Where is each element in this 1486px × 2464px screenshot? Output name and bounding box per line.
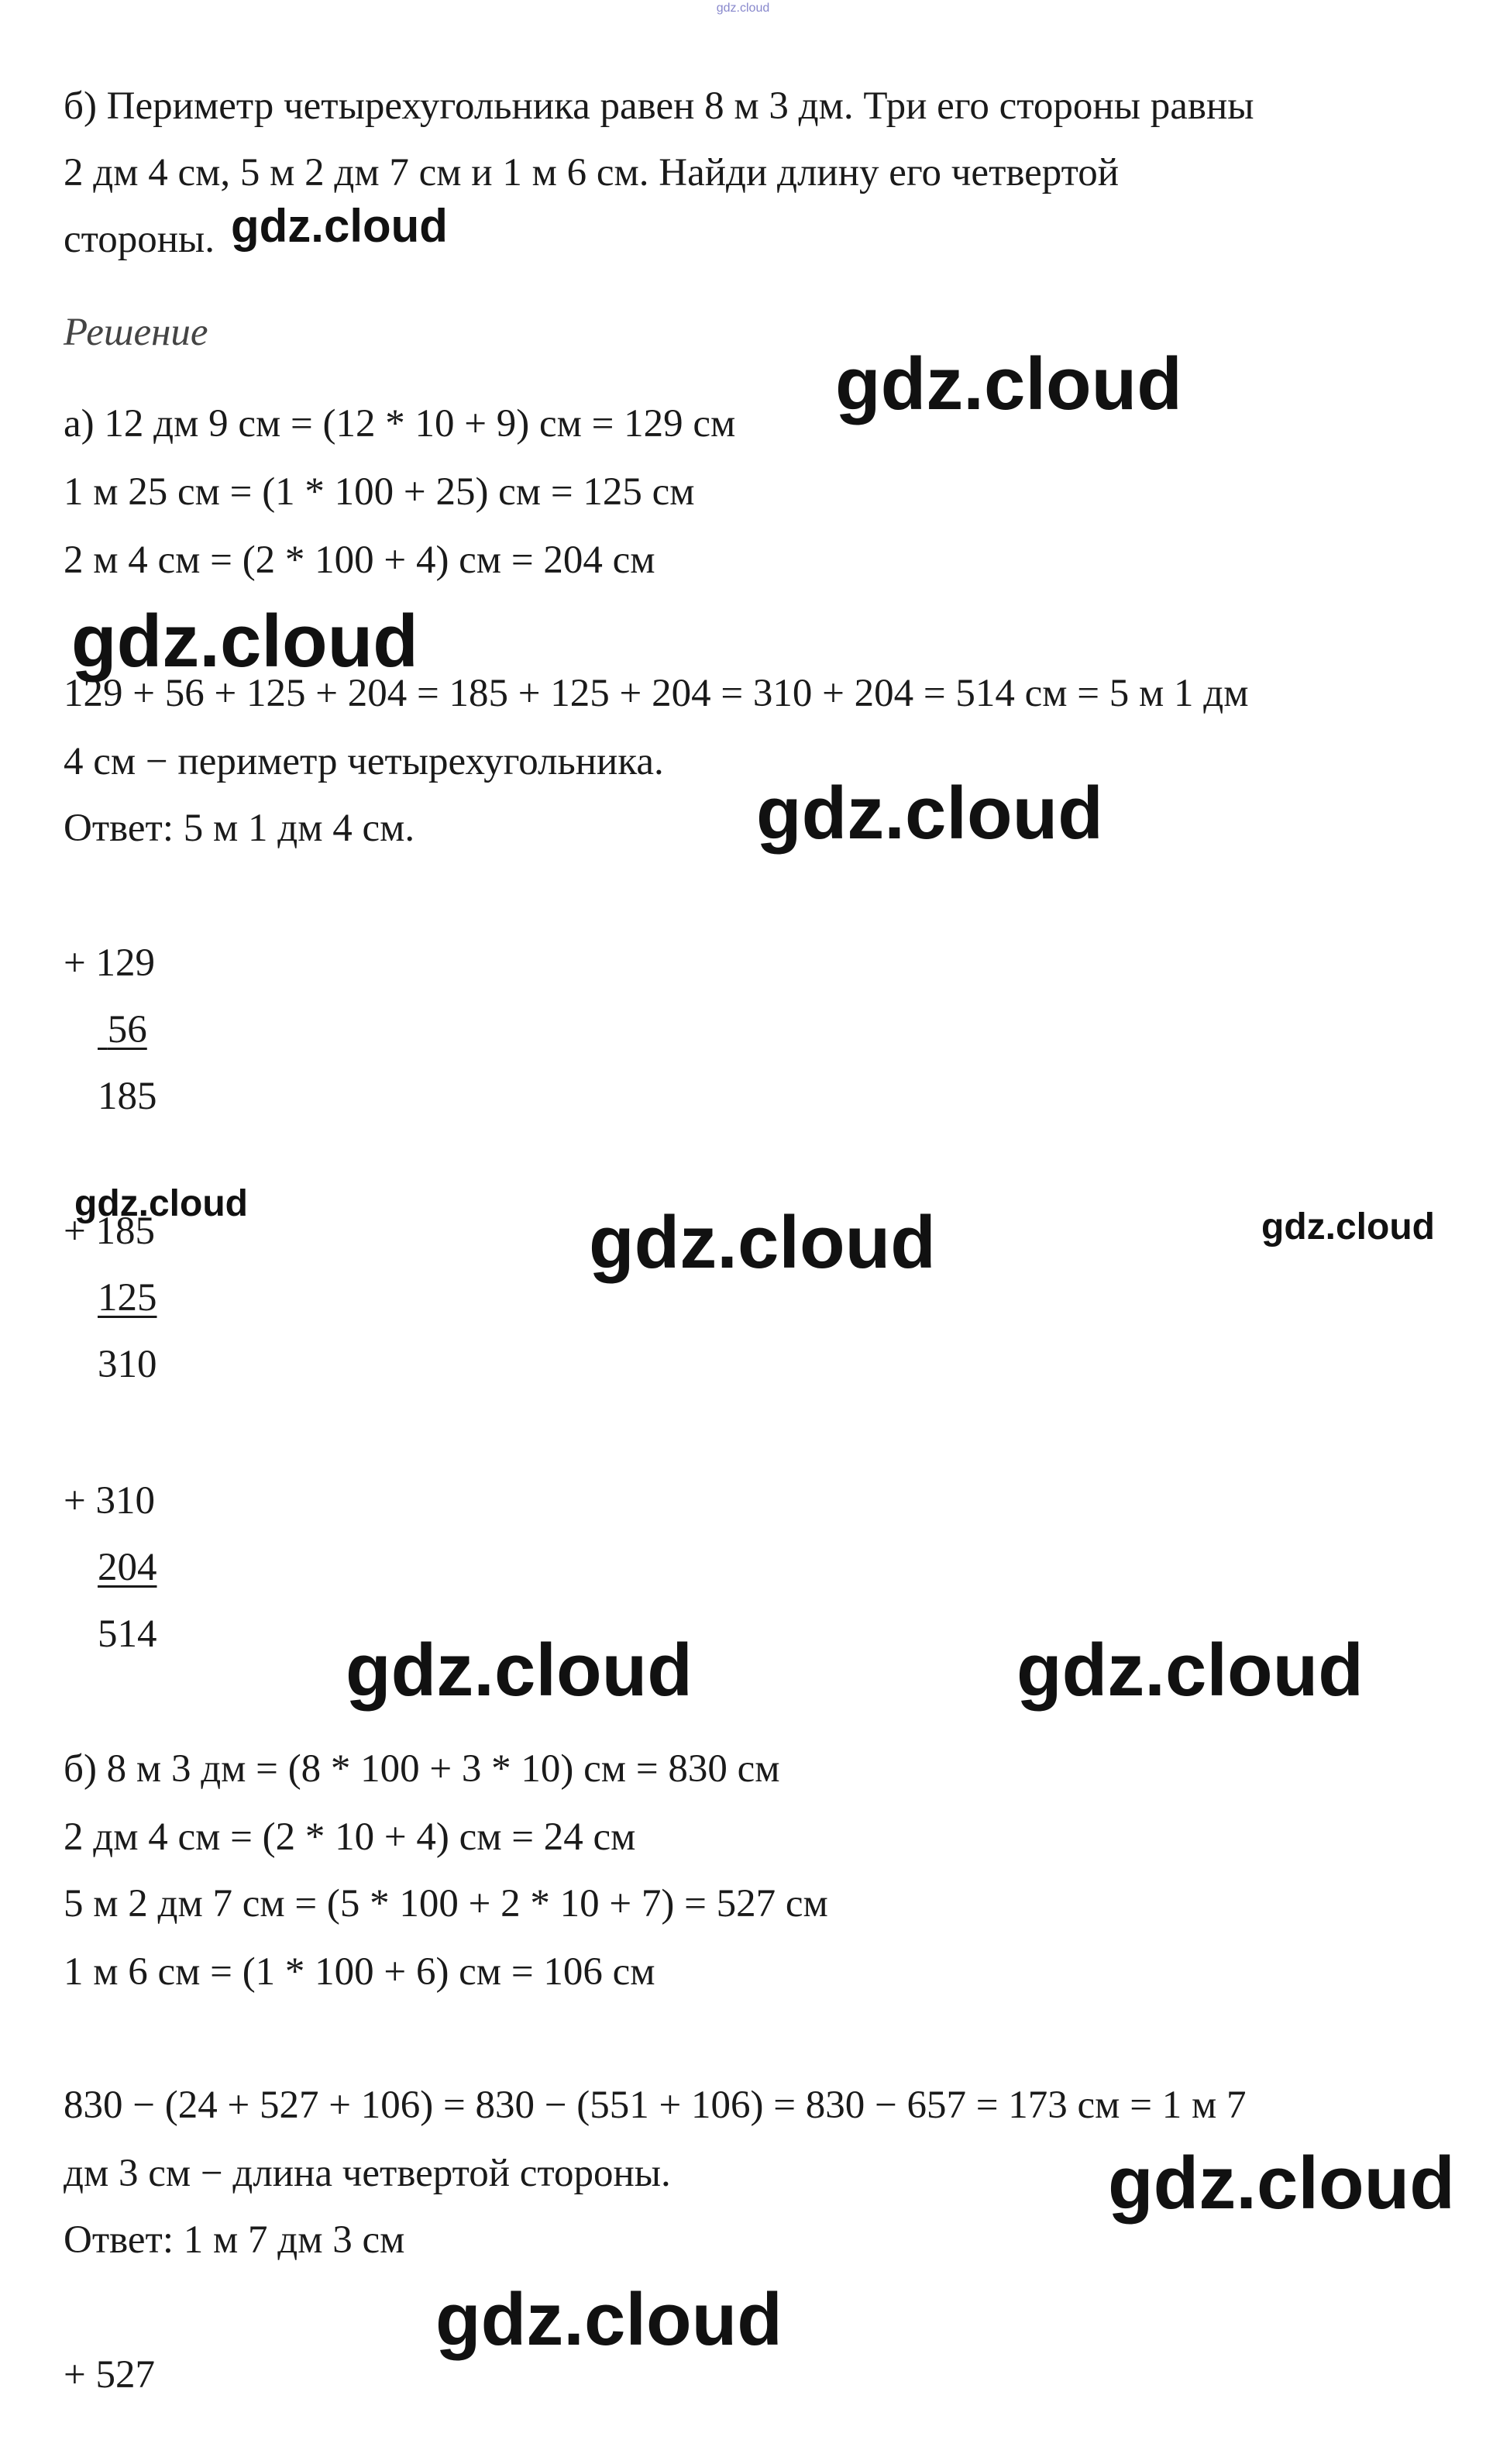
column-1-addend: 56 — [107, 1008, 147, 1051]
column-1-result: 185 — [98, 1075, 157, 1118]
column-3-addend: 204 — [98, 1546, 157, 1589]
watermark: gdz.cloud — [1016, 1629, 1364, 1712]
column-2-addend: 125 — [98, 1276, 157, 1320]
problem-line-3: стороны. — [64, 218, 215, 261]
column-2-first: + 185 — [64, 1210, 156, 1253]
part-a-sum-line-2: 4 см − периметр четырехугольника. — [64, 740, 664, 783]
part-b-conversion-4: 1 м 6 см = (1 * 100 + 6) см = 106 см — [64, 1950, 655, 1994]
part-a-sum-line-1: 129 + 56 + 125 + 204 = 185 + 125 + 204 = 310 + 204 = 514 см = 5 м 1 дм — [64, 672, 1249, 715]
watermark: gdz.cloud — [756, 772, 1103, 855]
part-a-answer: Ответ: 5 м 1 дм 4 см. — [64, 807, 415, 850]
watermark: gdz.cloud — [1261, 1206, 1435, 1247]
column-3-first: + 310 — [64, 1479, 156, 1523]
header-watermark: gdz.cloud — [716, 2, 770, 15]
solution-heading: Решение — [64, 311, 208, 354]
part-a-conversion-2: 1 м 25 см = (1 * 100 + 25) см = 125 см — [64, 470, 695, 514]
column-2-result: 310 — [98, 1343, 157, 1386]
part-b-conversion-3: 5 м 2 дм 7 см = (5 * 100 + 2 * 10 + 7) = 527 см — [64, 1882, 828, 1925]
part-b-calc-line-1: 830 − (24 + 527 + 106) = 830 − (551 + 106) = 830 − 657 = 173 см = 1 м 7 — [64, 2084, 1247, 2127]
column-3-result: 514 — [98, 1612, 157, 1656]
problem-line-1: б) Периметр четырехугольника равен 8 м 3 дм. Три его стороны равны — [64, 84, 1254, 128]
watermark: gdz.cloud — [231, 200, 448, 252]
part-b-answer: Ответ: 1 м 7 дм 3 см — [64, 2218, 405, 2262]
problem-line-2: 2 дм 4 см, 5 м 2 дм 7 см и 1 м 6 см. Найди длину его четвертой — [64, 151, 1120, 194]
watermark: gdz.cloud — [435, 2278, 783, 2361]
part-b-conversion-2: 2 дм 4 см = (2 * 10 + 4) см = 24 см — [64, 1815, 636, 1859]
watermark: gdz.cloud — [346, 1629, 693, 1712]
watermark: gdz.cloud — [71, 600, 418, 683]
part-a-conversion-3: 2 м 4 см = (2 * 100 + 4) см = 204 см — [64, 539, 655, 582]
column-1-first: + 129 — [64, 941, 156, 985]
last-column-first: + 527 — [64, 2353, 156, 2397]
watermark: gdz.cloud — [589, 1201, 936, 1284]
part-b-calc-line-2: дм 3 см − длина четвертой стороны. — [64, 2152, 671, 2195]
part-a-conversion-1: а) 12 дм 9 см = (12 * 10 + 9) см = 129 см — [64, 402, 736, 446]
watermark: gdz.cloud — [835, 342, 1182, 425]
watermark: gdz.cloud — [1108, 2142, 1455, 2225]
part-b-conversion-1: б) 8 м 3 дм = (8 * 100 + 3 * 10) см = 830 см — [64, 1747, 780, 1791]
watermark: gdz.cloud — [74, 1183, 248, 1224]
